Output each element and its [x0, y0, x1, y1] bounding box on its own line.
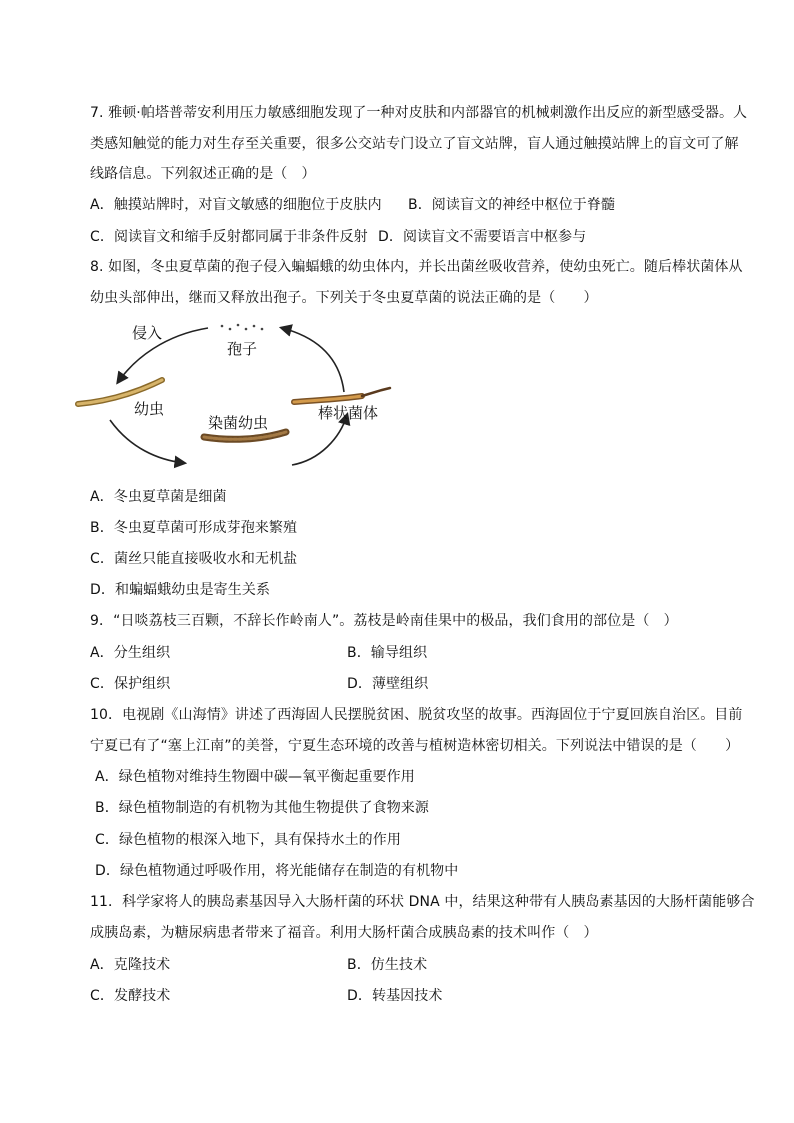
q8-option-a: A．冬虫夏草菌是细菌 — [90, 489, 227, 505]
q10-option-a: A．绿色植物对维持生物圈中碳—氧平衡起重要作用 — [95, 769, 415, 785]
q8-option-d: D．和蝙蝠蛾幼虫是寄生关系 — [90, 582, 271, 598]
q11-option-c: C．发酵技术 — [90, 988, 171, 1004]
q8-option-c: C．菌丝只能直接吸收水和无机盐 — [90, 551, 298, 567]
q11-option-b: B．仿生技术 — [347, 957, 428, 973]
stroma-image — [294, 388, 390, 402]
arrow-to-spore — [282, 328, 344, 392]
q7-option-b: B．阅读盲文的神经中枢位于脊髓 — [408, 197, 616, 213]
q11-stem-line1: 11．科学家将人的胰岛素基因导入大肠杆菌的环状 DNA 中，结果这种带有人胰岛素基因的大肠杆菌能够合 — [90, 894, 755, 910]
label-infected-larva: 染菌幼虫 — [208, 414, 269, 432]
q11-option-a: A．克隆技术 — [90, 957, 171, 973]
q11-stem-line2: 成胰岛素，为糖尿病患者带来了福音。利用大肠杆菌合成胰岛素的技术叫作（ ） — [90, 925, 598, 941]
arrow-to-infected — [110, 420, 184, 463]
q9-option-d: D．薄壁组织 — [347, 676, 429, 692]
q9-option-c: C．保护组织 — [90, 676, 171, 692]
q7-stem-line1: 7. 雅顿·帕塔普蒂安利用压力敏感细胞发现了一种对皮肤和内部器官的机械刺激作出反应的新型感受器。人 — [90, 105, 748, 121]
q7-option-a: A．触摸站牌时，对盲文敏感的细胞位于皮肤内 — [90, 197, 382, 213]
q9-option-a: A．分生组织 — [90, 645, 171, 661]
q8-stem-line1: 8. 如图，冬虫夏草菌的孢子侵入蝙蝠蛾的幼虫体内，并长出菌丝吸收营养，使幼虫死亡。随后棒状菌体从 — [90, 259, 743, 275]
q10-option-d: D．绿色植物通过呼吸作用，将光能储存在制造的有机物中 — [95, 863, 459, 879]
spore-dots — [221, 324, 264, 331]
q7-stem-line3: 线路信息。下列叙述正确的是（ ） — [90, 166, 316, 182]
q9-option-b: B．输导组织 — [347, 645, 428, 661]
q10-option-c: C．绿色植物的根深入地下，具有保持水土的作用 — [95, 832, 401, 848]
cordyceps-life-cycle-diagram — [70, 320, 430, 470]
q11-option-d: D．转基因技术 — [347, 988, 443, 1004]
q10-stem-line2: 宁夏已有了“塞上江南”的美誉，宁夏生态环境的改善与植树造林密切相关。下列说法中错误的是（ ） — [90, 738, 740, 754]
label-invade: 侵入 — [132, 324, 163, 342]
infected-larva-image — [204, 432, 286, 439]
q8-option-b: B．冬虫夏草菌可形成芽孢来繁殖 — [90, 520, 298, 536]
q7-option-d: D．阅读盲文不需要语言中枢参与 — [378, 229, 587, 245]
label-spore: 孢子 — [227, 340, 258, 358]
label-stroma: 棒状菌体 — [318, 404, 379, 422]
q10-option-b: B．绿色植物制造的有机物为其他生物提供了食物来源 — [95, 800, 430, 816]
q8-stem-line2: 幼虫头部伸出，继而又释放出孢子。下列关于冬虫夏草菌的说法正确的是（ ） — [90, 290, 598, 306]
q7-stem-line2: 类感知触觉的能力对生存至关重要，很多公交站专门设立了盲文站牌，盲人通过触摸站牌上的盲文可了解 — [90, 136, 739, 152]
label-larva: 幼虫 — [134, 400, 165, 418]
q10-stem-line1: 10．电视剧《山海情》讲述了西海固人民摆脱贫困、脱贫攻坚的故事。西海固位于宁夏回族自治区。目前 — [90, 707, 743, 723]
q9-stem-line1: 9．“日啖荔枝三百颗，不辞长作岭南人”。荔枝是岭南佳果中的极品，我们食用的部位是（ ） — [90, 613, 678, 629]
q7-option-c: C．阅读盲文和缩手反射都同属于非条件反射 — [90, 229, 368, 245]
